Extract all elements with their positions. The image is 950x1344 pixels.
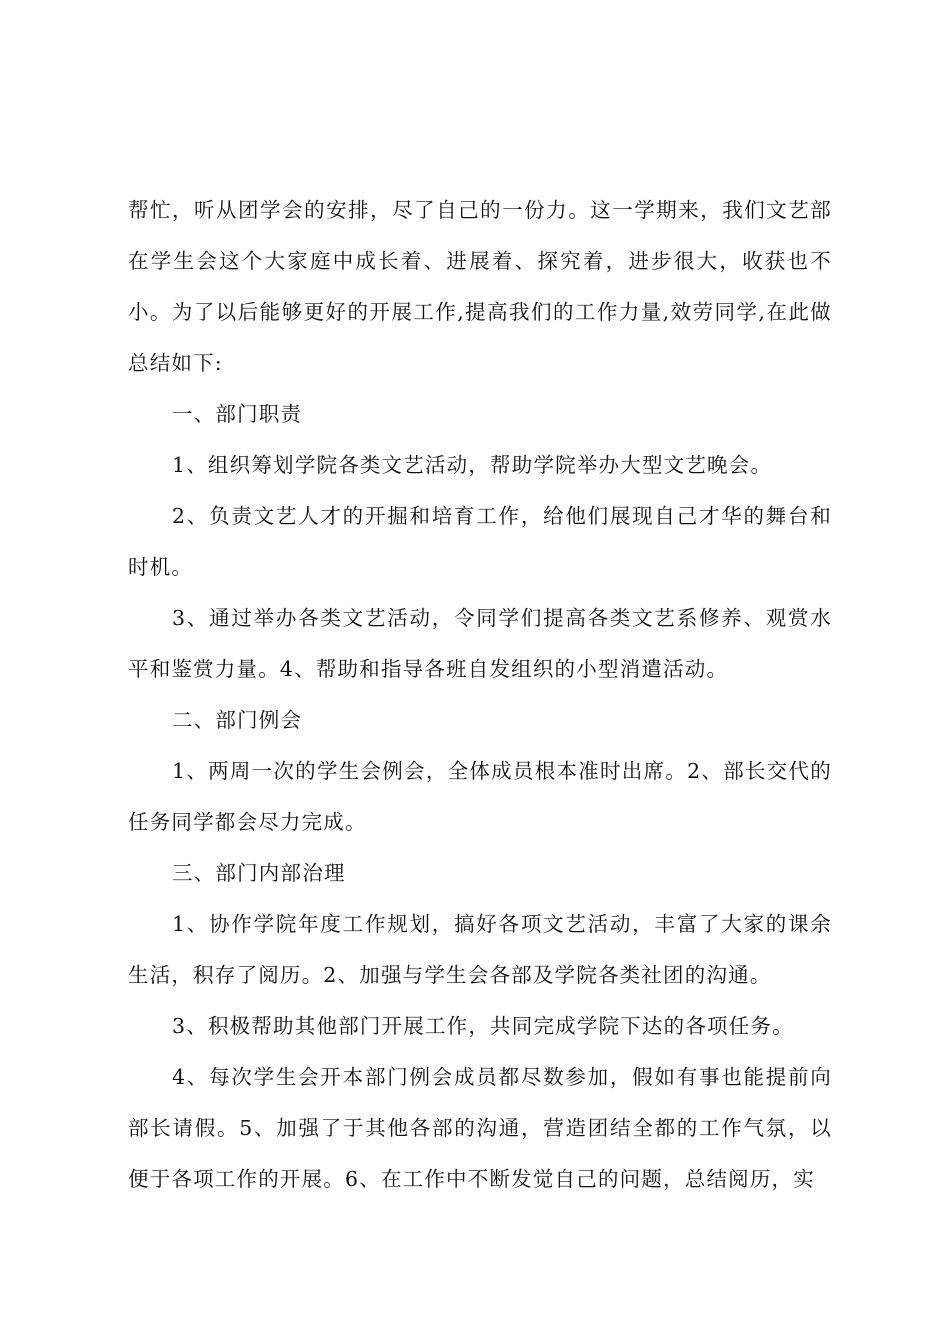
paragraph-management-3: 3、积极帮助其他部门开展工作，共同完成学院下达的各项任务。 [172, 1014, 794, 1038]
paragraph-meetings: 1、两周一次的学生会例会，全体成员根本准时出席。2、部长交代的任务同学都会尽力完成。 [128, 759, 832, 834]
heading-department-duties: 一、部门职责 [172, 402, 303, 426]
paragraph-intro: 帮忙，听从团学会的安排，尽了自己的一份力。这一学期来，我们文艺部在学生会这个大家庭中成长着、进展着、探究着，进步很大，收获也不小。为了以后能够更好的开展工作,提高我们的工作力量,效劳同学,在此做总结如下: [128, 198, 832, 375]
heading-internal-management: 三、部门内部治理 [172, 861, 346, 885]
paragraph-management-4-6: 4、每次学生会开本部门例会成员都尽数参加，假如有事也能提前向部长请假。5、加强了于其他各部的沟通，营造团结全都的工作气氛，以便于各项工作的开展。6、在工作中不断发觉自己的问题，总结阅历，实 [128, 1065, 832, 1191]
paragraph-duty-1: 1、组织筹划学院各类文艺活动，帮助学院举办大型文艺晚会。 [172, 453, 773, 477]
paragraph-management-1-2: 1、协作学院年度工作规划，搞好各项文艺活动，丰富了大家的课余生活，积存了阅历。2、加强与学生会各部及学院各类社团的沟通。 [128, 912, 832, 987]
paragraph-duty-3-4: 3、通过举办各类文艺活动，令同学们提高各类文艺系修养、观赏水平和鉴赏力量。4、帮助和指导各班自发组织的小型消遣活动。 [128, 606, 832, 681]
heading-department-meetings: 二、部门例会 [172, 708, 303, 732]
paragraph-duty-2: 2、负责文艺人才的开掘和培育工作，给他们展现自己才华的舞台和时机。 [128, 504, 832, 579]
document-body [128, 185, 832, 1205]
